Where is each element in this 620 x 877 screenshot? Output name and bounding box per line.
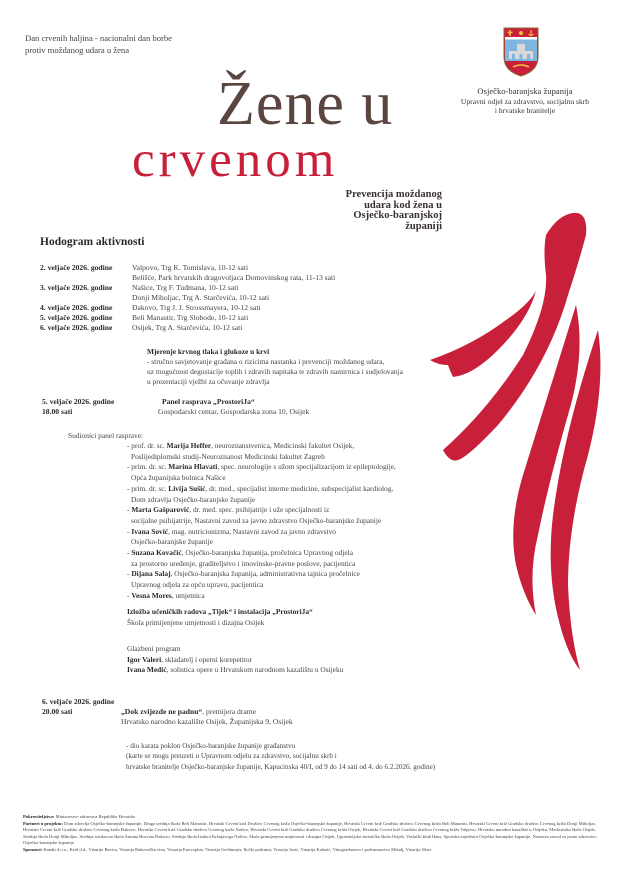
panel-place: Gospodarski centar, Gospodarska zona 10, Osijek <box>158 407 310 416</box>
ticket-info <box>126 741 486 772</box>
participant-cont: socijalne psihijatrije, Nastavni zavod za javno zdravstvo Osječko-baranjske županije <box>131 515 382 525</box>
schedule-date: 2. veljače 2026. godine <box>40 263 113 272</box>
drama-date: 6. veljače 2026. godine <box>42 697 115 706</box>
subtitle-line: županiji <box>405 220 442 232</box>
participant-title: - <box>127 569 132 579</box>
drama-title <box>121 707 256 717</box>
ticket-line: hrvatske branitelje Osječko-baranjske županije, Kapucinska 40/I, od 9 do 14 sati od 4. do 6.2.2026. godine) <box>126 762 436 771</box>
schedule-place: Donji Miholjac, Trg A. Starčevića, 10-12 sati <box>132 293 270 302</box>
schedule-heading: Hodogram aktivnosti <box>40 236 145 248</box>
exhibition-block <box>127 607 457 628</box>
performer-role: , skladatelj i operni korepetitor <box>161 654 253 664</box>
participant-role: , dr. med., specijalist interne medicine, subspecijalist kardiolog, <box>205 483 394 493</box>
coat-of-arms-icon <box>503 27 539 77</box>
subtitle-line: Osječko-baranjskoj <box>353 210 442 221</box>
schedule-row <box>40 323 335 333</box>
participant-cont: Poslijediplomski studij-Neuroznanost Medicinski fakultet Zagreb <box>131 451 325 461</box>
ticket-line: (karte se mogu preuzeti u Upravnom odjelu za zdravstvo, socijalnu skrb i <box>126 752 337 761</box>
schedule-row <box>40 293 335 303</box>
patron-text: Ministarstvo zdravstva Republike Hrvatske <box>55 814 136 819</box>
participant-cont: Osječko-baranjske županije <box>131 537 213 547</box>
music-label: Glazbeni program <box>127 644 181 653</box>
subtitle-line: Prevencija moždanog <box>345 189 442 200</box>
schedule-date <box>40 273 132 283</box>
org-dept-line-2: i hrvatske branitelje <box>494 106 556 115</box>
participant <box>127 548 467 559</box>
schedule-place: Đakovo, Trg J. J. Strossmayera, 10-12 sati <box>132 303 261 312</box>
drama-place: Hrvatsko narodno kazalište Osijek, Županijska 9, Osijek <box>121 717 293 726</box>
participant-title: - <box>127 548 132 558</box>
performer <box>127 665 457 676</box>
schedule-date: 5. veljače 2026. godine <box>40 313 113 322</box>
partners-label: Partneri u projektu: <box>23 820 63 826</box>
measurement-line: - stručno savjetovanje građana o rizicima nastanka i prevenciji moždanog udara, <box>147 357 385 366</box>
schedule-date: 3. veljače 2026. godine <box>40 283 113 292</box>
schedule-row <box>40 283 335 293</box>
schedule-row <box>40 273 335 283</box>
measurement-line: u prezentaciji vježbi za očuvanje zdravlja <box>147 377 270 386</box>
performer-name: Ivana Medić <box>127 665 167 674</box>
participant-role: , spec. neurologije s užom specijalizacijom iz epileptologije, <box>217 462 396 472</box>
panel-date: 5. veljače 2026. godine <box>42 397 115 406</box>
schedule-place: Našice, Trg F. Tuđmana, 10-12 sati <box>132 283 239 292</box>
org-name: Osječko-baranjska županija <box>477 86 573 96</box>
music-program <box>127 644 457 676</box>
participant-title: - <box>127 590 132 600</box>
campaign-tagline <box>25 32 265 56</box>
participant-title: - <box>127 505 132 515</box>
schedule-place: Belišće, Park hrvatskih dragovoljaca Domovinskog rata, 11-13 sati <box>132 273 336 282</box>
participant-title: - prim. dr. sc. <box>127 462 169 472</box>
schedule-row <box>40 263 335 273</box>
participant-cont: Opća županijska bolnica Našice <box>131 473 226 483</box>
organization-block <box>440 87 610 116</box>
schedule-date: 6. veljače 2026. godine <box>40 323 113 332</box>
participant <box>127 591 467 602</box>
schedule-place: Osijek, Trg A. Starčevića, 10-12 sati <box>132 323 243 332</box>
panel-datetime <box>42 397 114 417</box>
participants-list <box>127 441 467 602</box>
patron-label: Pokroviteljstvo: <box>23 814 55 819</box>
participant-name: Ivana Sović <box>131 526 169 536</box>
participant-name: Marta Gašparović <box>131 505 190 515</box>
participant-title: - <box>127 526 132 536</box>
participant-role: , Osječko-baranjska županija, pročelnica Upravnog odjela <box>181 548 353 558</box>
performer <box>127 655 457 666</box>
schedule-date <box>40 293 132 303</box>
participants-label: Sudionici panel rasprave: <box>68 431 144 440</box>
tagline-line-2: protiv moždanog udara u žena <box>25 45 130 55</box>
schedule-place: Beli Manastir, Trg Slobode, 10-12 sati <box>132 313 249 322</box>
schedule-place: Valpovo, Trg K. Tomislava, 10-12 sati <box>132 263 249 272</box>
participant-name: Dijana Salaj <box>131 569 171 579</box>
participant-name: Suzana Kovačić <box>131 548 182 558</box>
participant-title: - prof. dr. sc. <box>127 441 167 450</box>
participant-role: , Osječko-baranjska županija, administrativna tajnica pročelnice <box>170 569 360 579</box>
participant-name: Marina Hlavati <box>168 462 218 472</box>
footer-credits <box>23 814 608 853</box>
measurement-line: uz mogućnost degustacije toplih i zdravih napitaka te zdravih namirnica i sudjelovanja <box>147 367 403 376</box>
measurement-title: Mjerenje krvnog tlaka i glukoze u krvi <box>147 347 270 356</box>
schedule-list <box>40 263 335 333</box>
participant <box>127 462 467 473</box>
drama-title-suffix: , premijera drame <box>202 707 256 716</box>
schedule-date: 4. veljače 2026. godine <box>40 303 113 312</box>
panel-time: 18.00 sati <box>42 407 73 416</box>
title-line-1: Žene u <box>217 70 394 138</box>
sponsors-line <box>23 847 608 854</box>
participant-title: - prim. dr. sc. <box>127 483 169 493</box>
performer-role: , solistica opere u Hrvatskom narodnom kazalištu u Osijeku <box>166 665 344 674</box>
exhibition-title: Izložba učeničkih radova „Tijek“ i instalacija „ProstoriJa“ <box>127 607 313 616</box>
drama-time: 20.00 sati <box>42 707 73 716</box>
partners-text: Dom zdravlja Osječko-baranjske županije, Druga srednja škola Beli Manastir, Hrvatski Crveni križ Društvo Crvenog križa Osječko-baranjske županije, Hrvatski Crveni križ Gradsko društvo Crvenog križa Beli Manastir, Hrvatski Crveni križ Gradsko društvo Crvenog križa Donji Miholjac, Hrvatski Crveni križ Gradsko društvo Crvenog križa Đakovo, Hrvatski Crveni križ Gradsko društvo Crvenog križa Našice, Hrvatski Crveni križ Gradsko društvo Crvenog križa Osijek, Hrvatski Crveni križ Gradsko društvo Crvenog križa Valpovo, Hrvatsko narodno kazalište u Osijeku, Medicinska škola Osijek, Srednja škola Donji Miholjac, Srednja strukovna škola Antuna Horvata Đakovo, Srednja škola Isidora Kršnjavoga Našice, Škola primijenjene umjetnosti i dizajna Osijek, Ugostiteljsko-turistička škola Osijek, Veslački klub Iktus, Sportska zajednica Osječko-baranjske županije, Nastavni zavod za javno zdravstvo Osječko-baranjske županije <box>23 820 597 845</box>
participant-role: , dr. med. spec. psihijatrije i uže specijalnosti iz <box>189 505 330 515</box>
participant <box>127 569 467 580</box>
participant <box>127 441 467 452</box>
schedule-row <box>40 313 335 323</box>
sponsors-text: Kandit d.o.o., Kraš d.d., Vinarija Bezica, Vinarija Đakovačka vina, Vinarija Enovophia, Vinarija Gerštmajer, Iločki podrumi, Vinarija Josić, Vinarija Kalazić, Vinogradarstvo i podrumarstvo Mihalj, Vinarija Siber <box>43 846 432 852</box>
tagline-line-1: Dan crvenih haljina - nacionalni dan borbe <box>25 33 172 43</box>
schedule-row <box>40 303 335 313</box>
subtitle <box>318 190 442 232</box>
participant-name: Livija Sušić <box>168 483 206 493</box>
participant <box>127 505 467 516</box>
exhibition-by: Škola primijenjene umjetnosti i dizajna Osijek <box>127 617 265 627</box>
participant-name: Vesna Mores <box>131 590 172 600</box>
participant-cont: Dom zdravlja Osječko-baranjske županije <box>131 494 256 504</box>
participant-role: , neuroznanstvenica, Medicinski fakultet Osijek, <box>211 441 355 450</box>
participant-name: Marija Heffer <box>166 441 212 450</box>
participant <box>127 527 467 538</box>
participant-cont: Upravnog odjela za opću upravu, pacijentica <box>131 580 264 590</box>
measurement-block <box>147 347 457 387</box>
sponsors-label: Sponzori: <box>23 846 43 852</box>
participant-role: , mag. nutricionizma, Nastavni zavod za javno zdravstvo <box>168 526 336 536</box>
org-dept-line-1: Upravni odjel za zdravstvo, socijalnu skrb <box>460 96 590 106</box>
panel-title: Panel rasprava „ProstoriJa“ <box>162 397 255 406</box>
partners-line <box>23 821 608 847</box>
drama-title-name: „Dok zvijezde ne padnu“ <box>121 707 203 716</box>
participant-cont: za prostorno uređenje, graditeljstvo i imovinske-pravne poslove, pacijentica <box>131 558 356 568</box>
ticket-line: - dio karata poklon Osječko-baranjske županije građanstvu <box>126 742 296 750</box>
participant <box>127 484 467 495</box>
performer-name: Igor Valeri <box>127 654 162 664</box>
title-line-2: crvenom <box>132 132 339 188</box>
participant-role: , umjetnica <box>171 590 205 600</box>
subtitle-line: udara kod žena u <box>364 199 442 211</box>
